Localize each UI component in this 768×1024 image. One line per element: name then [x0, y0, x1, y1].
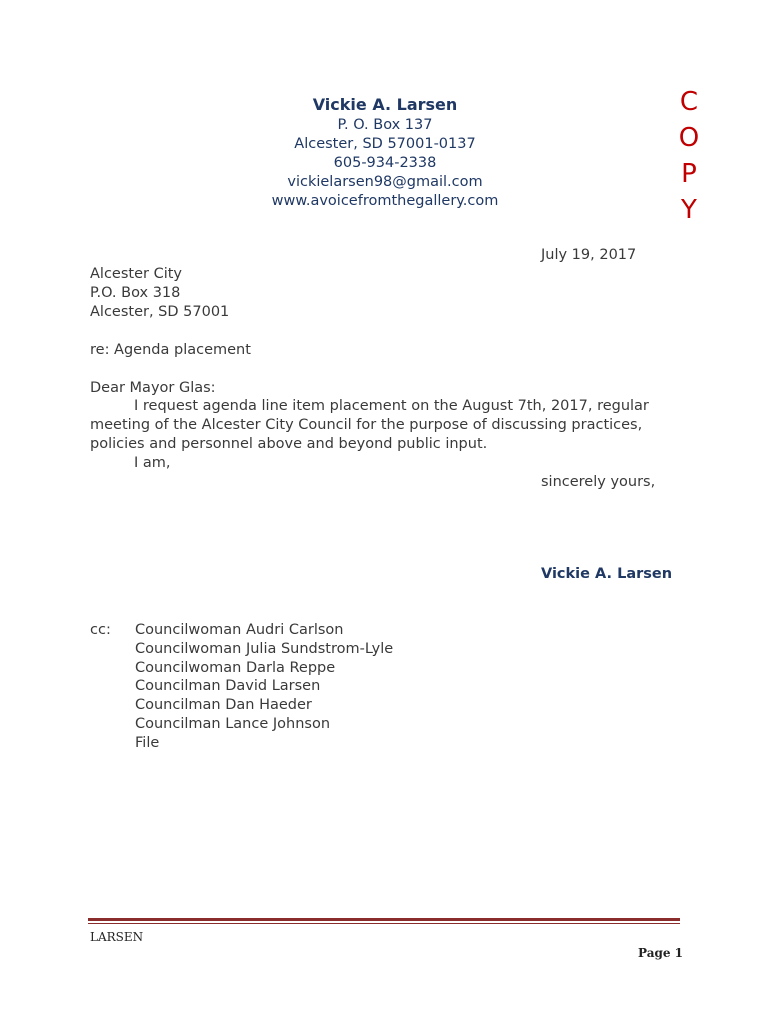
closing-intro: I am, — [134, 455, 171, 471]
cc-entry: Councilwoman Audri Carlson — [135, 622, 344, 638]
letterhead — [200, 94, 570, 211]
sender-phone: 605-934-2338 — [333, 155, 437, 171]
recipient-line: P.O. Box 318 — [90, 285, 181, 301]
re-line: re: Agenda placement — [90, 342, 251, 358]
cc-entry: Councilman Dan Haeder — [135, 697, 312, 714]
copy-stamp — [676, 84, 702, 228]
cc-entry: Councilman Lance Johnson — [135, 715, 331, 732]
closing: sincerely yours, — [541, 474, 656, 490]
cc-label: cc: — [90, 622, 111, 638]
footer-divider — [88, 918, 680, 921]
cc-list — [135, 621, 393, 753]
sender-website: www.avoicefromthegallery.com — [271, 193, 499, 209]
sender-address-line-2: Alcester, SD 57001-0137 — [294, 136, 476, 152]
cc-entry: Councilwoman Darla Reppe — [135, 659, 336, 676]
copy-stamp-letter: C — [679, 87, 699, 117]
cc-entry: File — [135, 734, 160, 751]
footer-divider-thin — [88, 923, 680, 924]
footer-name: LARSEN — [90, 930, 144, 944]
letter-date: July 19, 2017 — [541, 247, 637, 263]
copy-stamp-letter: P — [681, 159, 697, 189]
sender-name: Vickie A. Larsen — [312, 95, 458, 114]
sender-address-line-1: P. O. Box 137 — [337, 117, 433, 133]
cc-entry: Councilwoman Julia Sundstrom-Lyle — [135, 640, 394, 657]
copy-stamp-letter: O — [678, 123, 700, 153]
page-number: Page 1 — [638, 946, 684, 960]
copy-stamp-letter: Y — [681, 195, 697, 225]
recipient-line: Alcester, SD 57001 — [90, 304, 230, 320]
salutation: Dear Mayor Glas: — [90, 380, 216, 396]
cc-entry: Councilman David Larsen — [135, 678, 321, 695]
recipient-address — [90, 265, 229, 322]
signature-name: Vickie A. Larsen — [541, 566, 673, 582]
sender-email: vickielarsen98@gmail.com — [287, 174, 483, 190]
letter-body: I request agenda line item placement on the August 7th, 2017, regular meeting of the Alcester City Council for the purpose of discussing practices, policies and personnel above and beyond public input. — [90, 398, 649, 452]
recipient-line: Alcester City — [90, 266, 182, 282]
